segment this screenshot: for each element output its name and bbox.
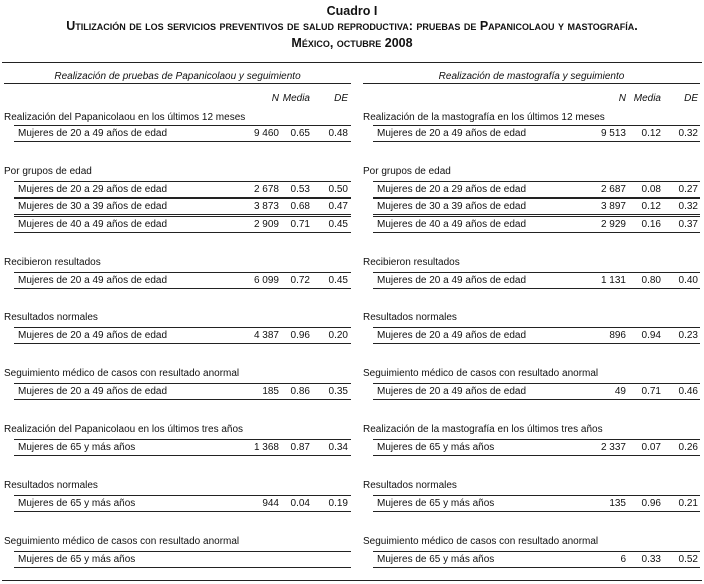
table-row bbox=[373, 216, 700, 233]
section-heading bbox=[363, 109, 700, 126]
cell-de: 0.37 bbox=[678, 219, 698, 230]
section-heading bbox=[4, 163, 351, 180]
cell-n: 9 460 bbox=[253, 128, 279, 139]
cell-media: 0.33 bbox=[641, 554, 661, 565]
table-title-line1: Utilización de los servicios preventivos de salud reproductiva: pruebas de Papanicolaou y mastografía. bbox=[66, 19, 638, 33]
table-row bbox=[373, 495, 700, 512]
row-label: Mujeres de 40 a 49 años de edad bbox=[18, 219, 167, 230]
section-label: Realización de la mastografía en los últimos 12 meses bbox=[363, 112, 605, 123]
table-row bbox=[14, 383, 351, 400]
papanicolaou-panel bbox=[4, 66, 351, 584]
section-heading bbox=[4, 477, 351, 494]
panel-title: Realización de pruebas de Papanicolaou y seguimiento bbox=[54, 71, 301, 82]
section-label: Resultados normales bbox=[4, 480, 98, 491]
section-label: Realización del Papanicolaou en los últimos 12 meses bbox=[4, 112, 246, 123]
section-heading bbox=[4, 365, 351, 382]
section-heading bbox=[4, 254, 351, 271]
cell-media: 0.71 bbox=[641, 386, 661, 397]
cell-media: 0.72 bbox=[290, 275, 310, 286]
row-label: Mujeres de 30 a 39 años de edad bbox=[18, 201, 167, 212]
cell-n: 3 897 bbox=[600, 201, 626, 212]
cell-n: 185 bbox=[262, 386, 279, 397]
cell-de: 0.19 bbox=[328, 498, 348, 509]
section-heading bbox=[363, 365, 700, 382]
cell-media: 0.04 bbox=[290, 498, 310, 509]
cell-media: 0.71 bbox=[290, 219, 310, 230]
table-row bbox=[14, 198, 351, 215]
section-label: Seguimiento médico de casos con resultado anormal bbox=[4, 368, 240, 379]
table-row bbox=[373, 439, 700, 456]
row-label: Mujeres de 65 y más años bbox=[18, 554, 136, 565]
section-label: Resultados normales bbox=[363, 480, 457, 491]
cell-media: 0.86 bbox=[290, 386, 310, 397]
row-label: Mujeres de 65 y más años bbox=[377, 442, 495, 453]
cell-de: 0.20 bbox=[328, 330, 348, 341]
column-header-de: DE bbox=[334, 93, 348, 104]
cell-media: 0.16 bbox=[641, 219, 661, 230]
section-label: Resultados normales bbox=[363, 312, 457, 323]
section-label: Seguimiento médico de casos con resultado anormal bbox=[4, 536, 240, 547]
top-rule bbox=[2, 62, 702, 63]
row-label: Mujeres de 65 y más años bbox=[377, 498, 495, 509]
cell-n: 2 687 bbox=[600, 184, 626, 195]
table-row bbox=[14, 272, 351, 289]
row-label: Mujeres de 20 a 49 años de edad bbox=[377, 128, 526, 139]
section-label: Recibieron resultados bbox=[363, 257, 460, 268]
cell-media: 0.68 bbox=[290, 201, 310, 212]
panel-title: Realización de mastografía y seguimiento bbox=[438, 71, 625, 82]
row-label: Mujeres de 20 a 49 años de edad bbox=[377, 275, 526, 286]
table-row bbox=[373, 125, 700, 142]
table-row bbox=[14, 125, 351, 142]
subheader-rule bbox=[363, 83, 700, 84]
section-heading bbox=[4, 421, 351, 438]
cell-media: 0.53 bbox=[290, 184, 310, 195]
table-row bbox=[373, 181, 700, 198]
row-label: Mujeres de 20 a 49 años de edad bbox=[18, 330, 167, 341]
cell-n: 6 099 bbox=[253, 275, 279, 286]
table-row bbox=[373, 198, 700, 215]
section-heading bbox=[4, 309, 351, 326]
table-row bbox=[14, 495, 351, 512]
cell-de: 0.46 bbox=[678, 386, 698, 397]
row-label: Mujeres de 20 a 29 años de edad bbox=[377, 184, 526, 195]
cell-de: 0.45 bbox=[328, 219, 348, 230]
column-header-n: N bbox=[618, 93, 626, 104]
cell-media: 0.12 bbox=[641, 201, 661, 212]
column-header-de: DE bbox=[684, 93, 698, 104]
section-heading bbox=[363, 309, 700, 326]
section-label: Por grupos de edad bbox=[4, 166, 92, 177]
section-heading bbox=[4, 533, 351, 550]
cell-n: 1 368 bbox=[253, 442, 279, 453]
cell-de: 0.34 bbox=[328, 442, 348, 453]
cell-n: 2 909 bbox=[253, 219, 279, 230]
table-row bbox=[373, 383, 700, 400]
row-label: Mujeres de 20 a 49 años de edad bbox=[377, 386, 526, 397]
table-number: Cuadro I bbox=[326, 4, 378, 18]
section-heading bbox=[363, 533, 700, 550]
cell-media: 0.12 bbox=[641, 128, 661, 139]
table-row bbox=[14, 216, 351, 233]
cell-n: 2 337 bbox=[600, 442, 626, 453]
cell-n: 6 bbox=[620, 554, 626, 565]
cell-n: 4 387 bbox=[253, 330, 279, 341]
cell-de: 0.32 bbox=[678, 128, 698, 139]
subheader-rule bbox=[4, 83, 351, 84]
cell-de: 0.32 bbox=[678, 201, 698, 212]
section-label: Resultados normales bbox=[4, 312, 98, 323]
cell-de: 0.40 bbox=[678, 275, 698, 286]
cell-n: 896 bbox=[609, 330, 626, 341]
table-row bbox=[14, 181, 351, 198]
table-row bbox=[373, 551, 700, 568]
table-row bbox=[373, 327, 700, 344]
column-header-n: N bbox=[271, 93, 279, 104]
row-label: Mujeres de 65 y más años bbox=[18, 442, 136, 453]
section-label: Realización del Papanicolaou en los últimos tres años bbox=[4, 424, 244, 435]
cell-media: 0.94 bbox=[641, 330, 661, 341]
section-label: Realización de la mastografía en los últimos tres años bbox=[363, 424, 603, 435]
cell-media: 0.65 bbox=[290, 128, 310, 139]
column-header-media: Media bbox=[282, 93, 310, 104]
table-row bbox=[373, 272, 700, 289]
cell-media: 0.07 bbox=[641, 442, 661, 453]
cell-n: 49 bbox=[614, 386, 626, 397]
section-heading bbox=[363, 254, 700, 271]
cell-de: 0.26 bbox=[678, 442, 698, 453]
cell-de: 0.47 bbox=[328, 201, 348, 212]
section-heading bbox=[4, 109, 351, 126]
column-header-media: Media bbox=[633, 93, 661, 104]
cell-media: 0.80 bbox=[641, 275, 661, 286]
section-label: Recibieron resultados bbox=[4, 257, 101, 268]
section-label: Seguimiento médico de casos con resultado anormal bbox=[363, 368, 599, 379]
cell-n: 3 873 bbox=[253, 201, 279, 212]
row-label: Mujeres de 30 a 39 años de edad bbox=[377, 201, 526, 212]
mastografia-panel bbox=[363, 66, 700, 584]
cell-de: 0.21 bbox=[678, 498, 698, 509]
row-label: Mujeres de 20 a 49 años de edad bbox=[18, 386, 167, 397]
cell-de: 0.50 bbox=[328, 184, 348, 195]
cell-de: 0.35 bbox=[328, 386, 348, 397]
cell-de: 0.23 bbox=[678, 330, 698, 341]
section-heading bbox=[363, 477, 700, 494]
table-row bbox=[14, 439, 351, 456]
cell-media: 0.08 bbox=[641, 184, 661, 195]
row-label: Mujeres de 20 a 49 años de edad bbox=[377, 330, 526, 341]
cell-n: 944 bbox=[262, 498, 279, 509]
row-label: Mujeres de 40 a 49 años de edad bbox=[377, 219, 526, 230]
row-label: Mujeres de 20 a 29 años de edad bbox=[18, 184, 167, 195]
cell-de: 0.27 bbox=[678, 184, 698, 195]
cell-de: 0.45 bbox=[328, 275, 348, 286]
cell-media: 0.87 bbox=[290, 442, 310, 453]
cell-n: 2 678 bbox=[253, 184, 279, 195]
cell-de: 0.48 bbox=[328, 128, 348, 139]
table-row bbox=[14, 327, 351, 344]
cell-de: 0.52 bbox=[678, 554, 698, 565]
row-label: Mujeres de 65 y más años bbox=[18, 498, 136, 509]
table-title-line2: México, octubre 2008 bbox=[291, 36, 413, 50]
section-label: Seguimiento médico de casos con resultado anormal bbox=[363, 536, 599, 547]
row-label: Mujeres de 20 a 49 años de edad bbox=[18, 128, 167, 139]
cell-n: 9 513 bbox=[600, 128, 626, 139]
cell-n: 2 929 bbox=[600, 219, 626, 230]
section-heading bbox=[363, 421, 700, 438]
row-label: Mujeres de 20 a 49 años de edad bbox=[18, 275, 167, 286]
cell-media: 0.96 bbox=[290, 330, 310, 341]
cell-n: 135 bbox=[609, 498, 626, 509]
table-row bbox=[14, 551, 351, 568]
section-heading bbox=[363, 163, 700, 180]
section-label: Por grupos de edad bbox=[363, 166, 451, 177]
row-label: Mujeres de 65 y más años bbox=[377, 554, 495, 565]
cell-n: 1 131 bbox=[600, 275, 626, 286]
cell-media: 0.96 bbox=[641, 498, 661, 509]
